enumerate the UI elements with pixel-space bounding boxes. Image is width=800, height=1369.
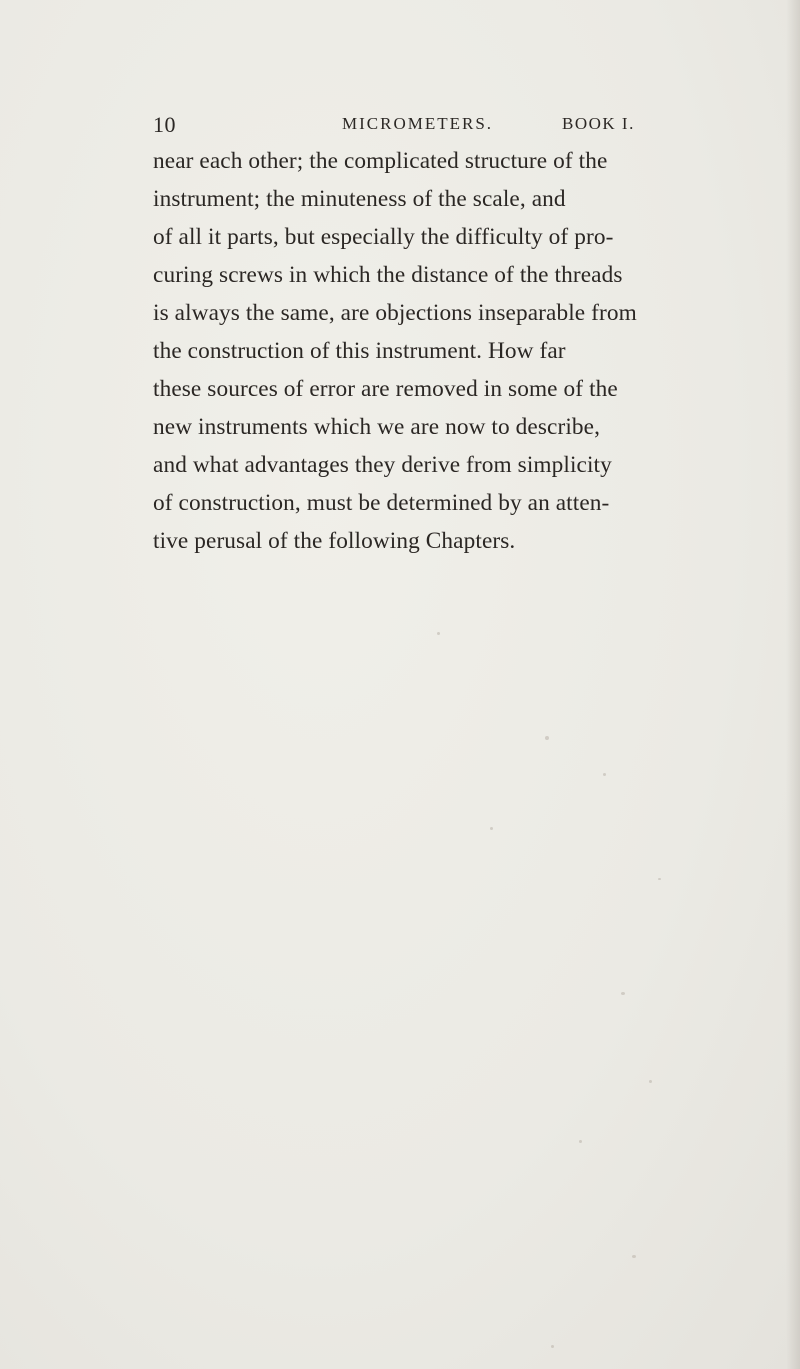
running-title: MICROMETERS. bbox=[342, 114, 494, 133]
running-head bbox=[0, 112, 800, 142]
paper-speck bbox=[579, 1140, 582, 1143]
paper-speck bbox=[658, 878, 661, 880]
body-paragraph bbox=[153, 142, 793, 560]
paper-speck bbox=[490, 827, 493, 830]
text-line: instrument; the minuteness of the scale, and bbox=[153, 186, 566, 212]
text-line: tive perusal of the following Chapters. bbox=[153, 528, 516, 554]
book-label: BOOK I. bbox=[562, 114, 635, 133]
text-line: is always the same, are objections inseparable from bbox=[153, 300, 637, 326]
page-number: 10 bbox=[153, 112, 176, 137]
text-line: of construction, must be determined by an atten- bbox=[153, 490, 610, 516]
paper-speck bbox=[551, 1345, 554, 1348]
text-line: curing screws in which the distance of the threads bbox=[153, 262, 623, 288]
paper-speck bbox=[649, 1080, 652, 1083]
paper-speck bbox=[603, 773, 606, 776]
text-line: near each other; the complicated structure of the bbox=[153, 148, 608, 174]
text-line: and what advantages they derive from simplicity bbox=[153, 452, 612, 478]
text-line: these sources of error are removed in some of the bbox=[153, 376, 618, 402]
text-line: new instruments which we are now to describe, bbox=[153, 414, 601, 440]
paper-speck bbox=[632, 1255, 636, 1258]
text-line: the construction of this instrument. How far bbox=[153, 338, 566, 364]
paper-speck bbox=[621, 992, 625, 995]
paper-speck bbox=[437, 632, 440, 635]
paper-speck bbox=[545, 736, 549, 740]
text-line: of all it parts, but especially the difficulty of pro- bbox=[153, 224, 614, 250]
